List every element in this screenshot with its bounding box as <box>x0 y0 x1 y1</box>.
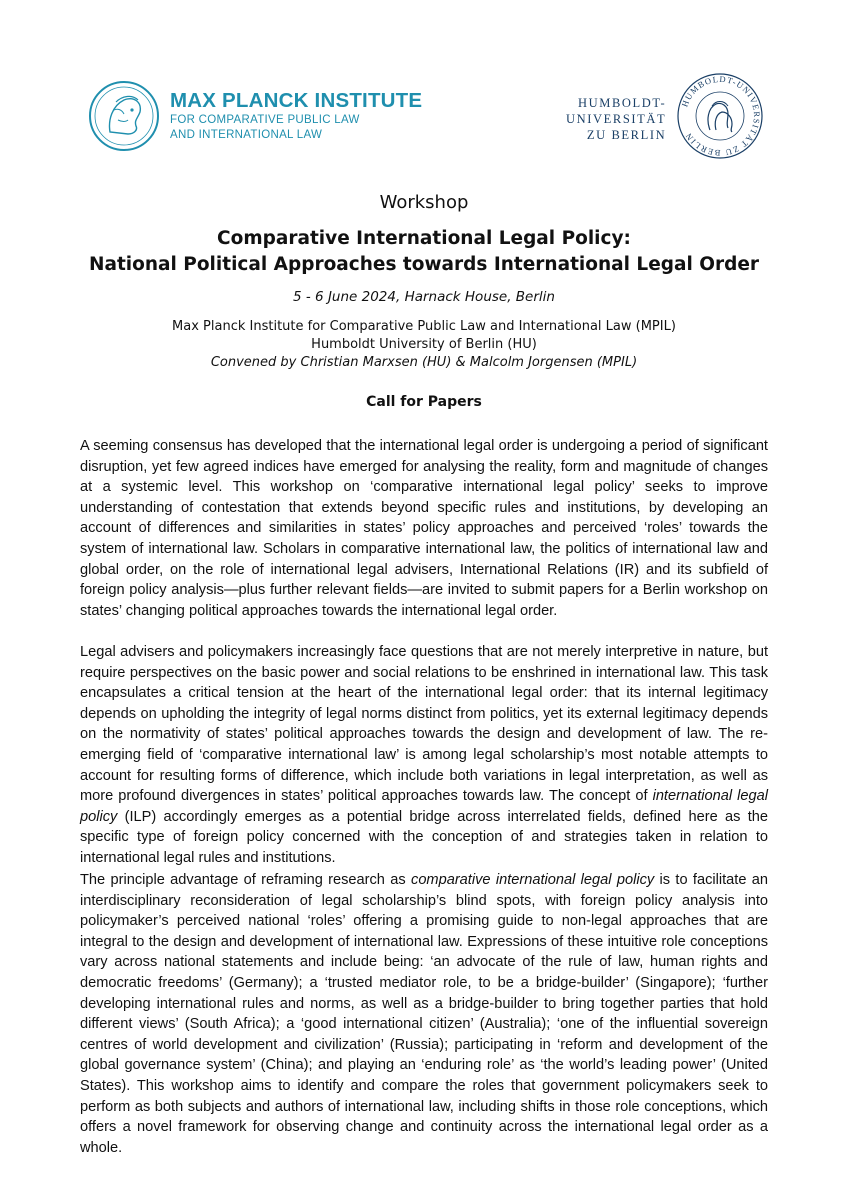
p3-text-a: The principle advantage of reframing research as <box>80 872 406 888</box>
p2-emphasis: international legal policy <box>80 788 768 825</box>
mpi-subtitle-1: FOR COMPARATIVE PUBLIC LAW <box>170 114 360 126</box>
call-for-papers-heading: Call for Papers <box>366 394 482 410</box>
org-hu: Humboldt University of Berlin (HU) <box>311 337 537 352</box>
title-line-2: National Political Approaches towards International Legal Order <box>88 254 760 275</box>
page-title <box>60 226 788 278</box>
p2-text-b: (ILP) accordingly emerges as a potential bridge across interrelated fields, defined here as the specific type of foreign policy concerned with the conception of and strategies taken in relation to international legal rules and institutions. <box>80 808 768 866</box>
paragraph-1: A seeming consensus has developed that the international legal order is undergoing a period of significant disruption, yet few agreed indices have emerged for analysing the reality, form and magnitude of changes at a systemic level. This workshop on ‘comparative international legal policy’ seeks to improve understanding of contestation that extends beyond specific rules and institutions, by developing an account of differences and similarities in states’ policy approaches and perceived ‘roles’ towards the system of international law. Scholars in comparative international law, the politics of international law and global order, on the role of international legal advisers, International Relations (IR) and its subfield of foreign policy analysis—plus further relevant fields—are invited to submit papers for a Berlin workshop on states’ changing political approaches towards the international legal order. <box>80 438 768 619</box>
hu-name-line-1: HUMBOLDT- <box>577 96 667 110</box>
p2-text-a: Legal advisers and policymakers increasingly face questions that are not merely interpretive in nature, but require perspectives on the basic power and social relations to be enshrined in international law. This task encapsulates a critical tension at the heart of the international legal order: that its internal legitimacy depends on upholding the integrity of legal norms distinct from politics, yet its external legitimacy depends on the normativity of states’ political approaches towards the design and development of law. The re-emerging field of ‘comparative international law’ is among legal scholarship’s most notable attempts to account for resulting forms of difference, which include both variations in legal interpretation, as well as more profound divergences in states’ political approaches towards law. The concept of <box>80 644 768 805</box>
svg-text:HUMBOLDT-UNIVERSITÄT ZU BERLIN: HUMBOLDT-UNIVERSITÄT ZU BERLIN <box>679 73 763 159</box>
paragraph-3 <box>80 870 768 1158</box>
hu-logo <box>566 72 764 160</box>
mpi-logo <box>88 80 422 152</box>
mpi-subtitle-2: AND INTERNATIONAL LAW <box>170 129 323 141</box>
minerva-seal-icon <box>88 80 160 152</box>
paragraph-2 <box>80 642 768 869</box>
p3-emphasis: comparative international legal policy <box>411 872 655 888</box>
event-dateline: 5 - 6 June 2024, Harnack House, Berlin <box>293 289 555 305</box>
convenors: Convened by Christian Marxsen (HU) & Malcolm Jorgensen (MPIL) <box>210 355 638 370</box>
organizers <box>60 318 788 372</box>
hu-name-line-3: ZU BERLIN <box>586 128 667 142</box>
workshop-label: Workshop <box>379 192 469 213</box>
title-line-1: Comparative International Legal Policy: <box>217 228 631 249</box>
p3-text-b: is to facilitate an interdisciplinary reconsideration of legal scholarship’s blind spots, with foreign policy analysis into policymaker’s perceived national ‘roles’ offering a promising guide to non-legal approaches that are integral to the design and development of international law. Expressions of these intuitive role conceptions vary across national statements and include being: ‘an advocate of the rule of law, human rights and democratic freedoms’ (Germany); a ‘trusted mediator role, to be a bridge-builder’ (Singapore); ‘further developing international rules and norms, as well as a bridge-builder to bring together parties that hold different views’ (South Africa); a ‘good international citizen’ (Australia); ‘one of the influential sovereign centres of world development and civilization’ (Russia); participating in ‘reform and development of the global governance system’ (China); and playing an ‘enduring role’ as ‘the world’s leading power’ (United States). This workshop aims to identify and compare the roles that government policymakers seek to perform as both subjects and authors of international law, including shifts in those role conceptions, which offers a novel framework for observing change and continuity across the international legal order as a whole. <box>80 872 768 1156</box>
org-mpil: Max Planck Institute for Comparative Public Law and International Law (MPIL) <box>172 319 676 334</box>
mpi-name: MAX PLANCK INSTITUTE <box>170 89 423 112</box>
hu-name-line-2: UNIVERSITÄT <box>566 112 667 126</box>
humboldt-seal-icon <box>676 72 764 160</box>
